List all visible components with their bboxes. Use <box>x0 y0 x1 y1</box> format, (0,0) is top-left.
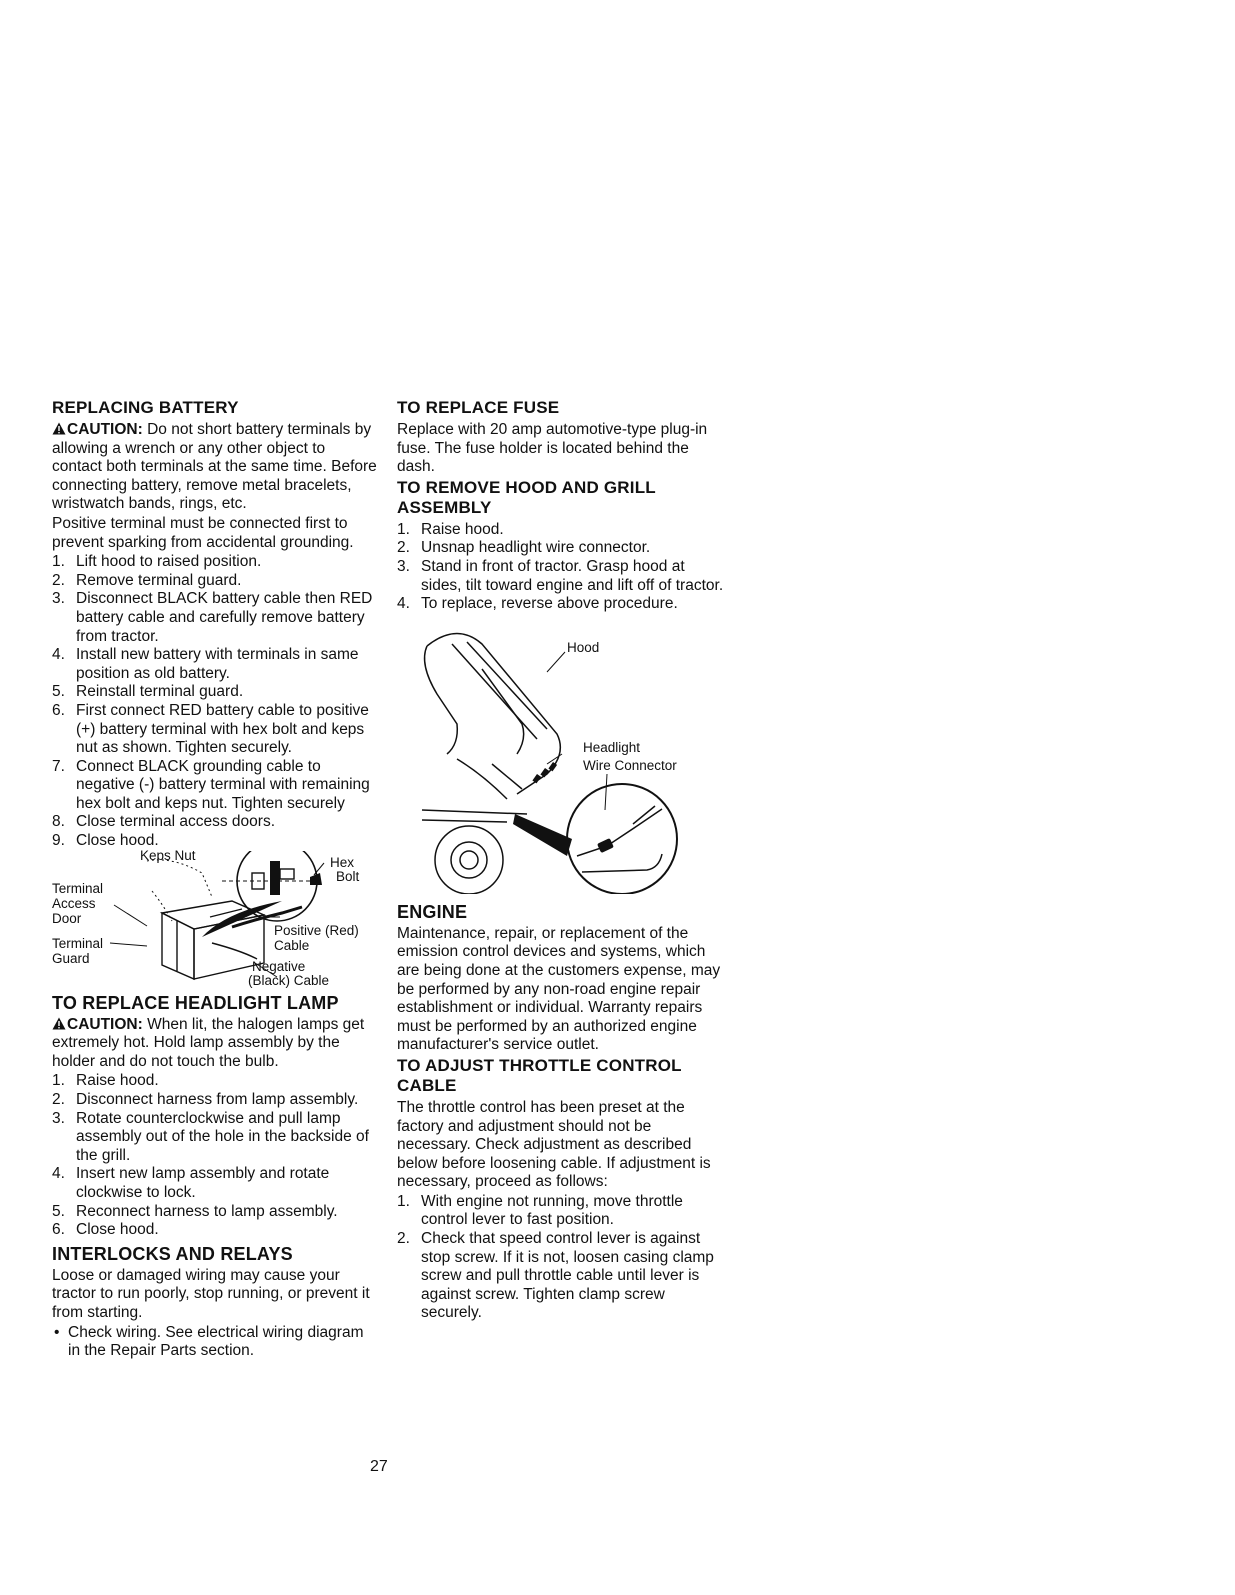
interlocks-heading: INTERLOCKS AND RELAYS <box>52 1243 293 1264</box>
list-item: 3. Stand in front of tractor. Grasp hood at sides, tilt toward engine and lift off of tractor. <box>397 557 724 594</box>
hood-illustration <box>397 624 727 894</box>
replace-fuse-section <box>397 398 727 477</box>
list-item: 2. Check that speed control lever is against stop screw. If it is not, loosen casing clamp screw and pull throttle cable until lever is against screw. Tighten clamp screw securely. <box>397 1230 714 1322</box>
list-item: 8. Close terminal access doors. <box>52 813 275 831</box>
battery-diagram <box>52 847 377 988</box>
hood-label: Hood <box>567 639 600 655</box>
replace-fuse-heading: TO REPLACE FUSE <box>397 398 560 417</box>
left-column <box>52 398 377 1361</box>
list-item: 9. Close hood. <box>52 832 159 850</box>
replacing-battery-section <box>52 398 377 987</box>
battery-steps <box>52 553 377 851</box>
list-item: • Check wiring. See electrical wiring diagram in the Repair Parts section. <box>54 1323 364 1360</box>
throttle-heading: TO ADJUST THROTTLE CONTROL CABLE <box>397 1055 682 1095</box>
list-item: 4. Insert new lamp assembly and rotate clockwise to lock. <box>52 1165 330 1201</box>
positive-cable-label-1: Positive (Red) <box>274 922 359 938</box>
list-item: 4. Install new battery with terminals in same position as old battery. <box>52 646 359 682</box>
page-number: 27 <box>370 1458 388 1475</box>
bolt-label: Bolt <box>336 868 360 884</box>
replacing-battery-heading: REPLACING BATTERY <box>52 398 239 417</box>
battery-note: Positive terminal must be connected first to prevent sparking from accidental grounding. <box>52 514 354 551</box>
negative-cable-label-2: (Black) Cable <box>248 972 330 988</box>
replace-headlight-section <box>52 993 377 1240</box>
battery-illustration <box>52 851 377 987</box>
engine-section <box>397 902 727 1055</box>
right-column <box>397 398 727 1323</box>
terminal-guard-label-2: Guard <box>52 950 90 966</box>
hood-steps <box>397 521 727 614</box>
throttle-text: The throttle control has been preset at the factory and adjustment should not be necessary. Check adjustment as described below before loosening cable. If adjustment is necessary, proceed as follows: <box>397 1098 711 1191</box>
list-item: 1. Raise hood. <box>397 520 504 538</box>
headlight-label: Headlight <box>583 739 641 755</box>
list-item: 7. Connect BLACK grounding cable to negative (-) battery terminal with remaining hex bolt and keps nut. Tighten securely <box>52 757 370 812</box>
engine-text: Maintenance, repair, or replacement of the emission control devices and systems, which are being done at the customers expense, may be performed by any non-road engine repair establishment or individual. Warranty repairs must be performed by an authorized engine manufacturer's service outlet. <box>397 924 721 1054</box>
hex-label: Hex <box>330 854 355 870</box>
list-item: 1. With engine not running, move throttle control lever to fast position. <box>397 1192 683 1229</box>
list-item: 5. Reinstall terminal guard. <box>52 683 244 701</box>
remove-hood-section <box>397 478 727 894</box>
caution-label: CAUTION: <box>67 421 143 438</box>
list-item: 2. Unsnap headlight wire connector. <box>397 539 651 557</box>
throttle-section <box>397 1056 727 1323</box>
battery-caution <box>52 421 377 514</box>
caution-text: When lit, the halogen lamps get extremely hot. Hold lamp assembly by the holder and do not touch the bulb. <box>52 1015 365 1070</box>
terminal-access-label-3: Door <box>52 910 82 926</box>
list-item: 3. Disconnect BLACK battery cable then RED battery cable and carefully remove battery from tractor. <box>52 590 373 645</box>
terminal-access-label-1: Terminal <box>52 880 104 896</box>
throttle-steps <box>397 1193 727 1323</box>
headlight-steps <box>52 1072 377 1239</box>
list-item: 2. Disconnect harness from lamp assembly. <box>52 1091 359 1109</box>
positive-cable-label-2: Cable <box>274 937 310 953</box>
warning-triangle-icon <box>52 422 66 435</box>
terminal-guard-label-1: Terminal <box>52 935 104 951</box>
list-item: 1. Lift hood to raised position. <box>52 553 262 571</box>
list-item: 6. First connect RED battery cable to positive (+) battery terminal with hex bolt and keps nut as shown. Tighten securely. <box>52 701 369 757</box>
caution-label: CAUTION: <box>67 1015 143 1033</box>
hood-diagram <box>397 624 727 894</box>
warning-triangle-icon <box>52 1017 66 1030</box>
list-item: 2. Remove terminal guard. <box>52 571 242 589</box>
terminal-access-label-2: Access <box>52 895 96 911</box>
headlight-caution <box>52 1016 377 1072</box>
interlocks-bullets <box>52 1324 377 1361</box>
caution-text: Do not short battery terminals by allowing a wrench or any other object to contact both terminals at the same time. Before connecting battery, remove metal bracelets, wristwatch bands, rings, etc. <box>52 421 377 513</box>
negative-cable-label-1: Negative <box>252 958 306 974</box>
fuse-text: Replace with 20 amp automotive-type plug-in fuse. The fuse holder is located behind the dash. <box>397 421 708 476</box>
list-item: 4. To replace, reverse above procedure. <box>397 595 678 613</box>
interlocks-text: Loose or damaged wiring may cause your tractor to run poorly, stop running, or prevent it from starting. <box>52 1266 370 1321</box>
wire-connector-label: Wire Connector <box>583 757 677 773</box>
keps-nut-label: Keps Nut <box>140 847 196 863</box>
engine-heading: ENGINE <box>397 901 468 922</box>
replace-headlight-heading: TO REPLACE HEADLIGHT LAMP <box>52 992 339 1013</box>
list-item: 6. Close hood. <box>52 1221 159 1239</box>
list-item: 3. Rotate counterclockwise and pull lamp assembly out of the hole in the backside of the grill. <box>52 1109 369 1164</box>
list-item: 5. Reconnect harness to lamp assembly. <box>52 1202 338 1220</box>
remove-hood-heading: TO REMOVE HOOD AND GRILL ASSEMBLY <box>397 477 656 517</box>
list-item: 1. Raise hood. <box>52 1072 159 1090</box>
interlocks-section <box>52 1244 377 1361</box>
